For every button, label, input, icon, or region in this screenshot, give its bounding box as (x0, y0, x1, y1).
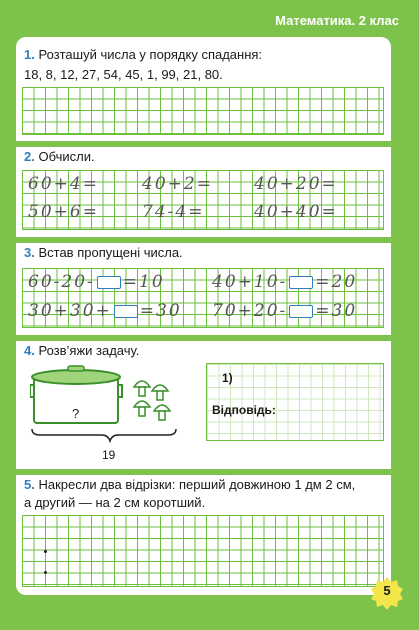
task3-expr-2-right-a: 70+20- (212, 301, 288, 321)
divider-1 (16, 141, 391, 147)
task2-expr-1-2: 40+2= (142, 174, 213, 194)
page-header (0, 0, 419, 30)
task3-expr-2-left-b: =30 (139, 301, 182, 321)
task3-number: 3. (24, 245, 35, 260)
task3-expr-2-left (28, 301, 182, 321)
task2-title (24, 149, 95, 164)
task4-text: Розв’яжи задачу. (38, 343, 140, 358)
task3-blank-4[interactable] (289, 305, 313, 318)
task3-expr-1-left-b: =10 (122, 272, 165, 292)
task1-answer-grid[interactable] (22, 87, 384, 135)
task3-title (24, 245, 183, 260)
divider-4 (16, 469, 391, 475)
segment-start-dot-2 (44, 571, 47, 574)
task4-number: 4. (24, 343, 35, 358)
task4-illustration (30, 363, 180, 447)
task1-numbers: 18, 8, 12, 27, 54, 45, 1, 99, 21, 80. (24, 67, 223, 82)
task3-blank-2[interactable] (289, 276, 313, 289)
pot-unknown: ? (72, 406, 80, 421)
task1-number: 1. (24, 47, 35, 62)
task5-grid[interactable] (22, 515, 384, 587)
task3-expr-1-right-a: 40+10- (212, 272, 288, 292)
divider-3 (16, 335, 391, 341)
task1-title (24, 47, 262, 62)
task2-expr-2-2: 74-4= (142, 202, 205, 222)
task2-expr-2-3: 40+40= (254, 202, 338, 222)
worksheet (16, 37, 391, 595)
task3-expr-1-right-b: =20 (315, 272, 358, 292)
divider-2 (16, 237, 391, 243)
task3-expr-1-right (212, 272, 357, 292)
task2-expr-1-3: 40+20= (254, 174, 338, 194)
page-number: 5 (383, 583, 391, 598)
task4-title (24, 343, 139, 358)
task2-expr-2-1: 50+6= (28, 202, 99, 222)
task5-line2: а другий — на 2 см коротший. (24, 495, 206, 510)
task3-text: Встав пропущені числа. (38, 245, 183, 260)
header-title: Математика. 2 клас (275, 13, 399, 28)
mushrooms-icon (134, 381, 170, 420)
task5-title (24, 477, 355, 492)
task5-text: Накресли два відрізки: перший довжиною 1 дм 2 см, (38, 477, 356, 492)
task3-expr-2-right (212, 301, 357, 321)
task3-expr-2-right-b: =30 (315, 301, 358, 321)
task3-expr-1-left-a: 60-20- (28, 272, 95, 292)
segment-start-dot-1 (44, 550, 47, 553)
brace-icon (32, 429, 176, 441)
task4-answer-prefix: 1) (222, 371, 233, 385)
task4-answer-label: Відповідь: (212, 403, 276, 417)
task2-text: Обчисли. (38, 149, 95, 164)
task5-number: 5. (24, 477, 35, 492)
task2-expr-1-1: 60+4= (28, 174, 99, 194)
task2-number: 2. (24, 149, 35, 164)
task3-blank-3[interactable] (114, 305, 138, 318)
task3-expr-2-left-a: 30+30+ (28, 301, 112, 321)
task1-text: Розташуй числа у порядку спадання: (38, 47, 263, 62)
task3-expr-1-left (28, 272, 165, 292)
task3-blank-1[interactable] (97, 276, 121, 289)
brace-total: 19 (102, 448, 116, 462)
